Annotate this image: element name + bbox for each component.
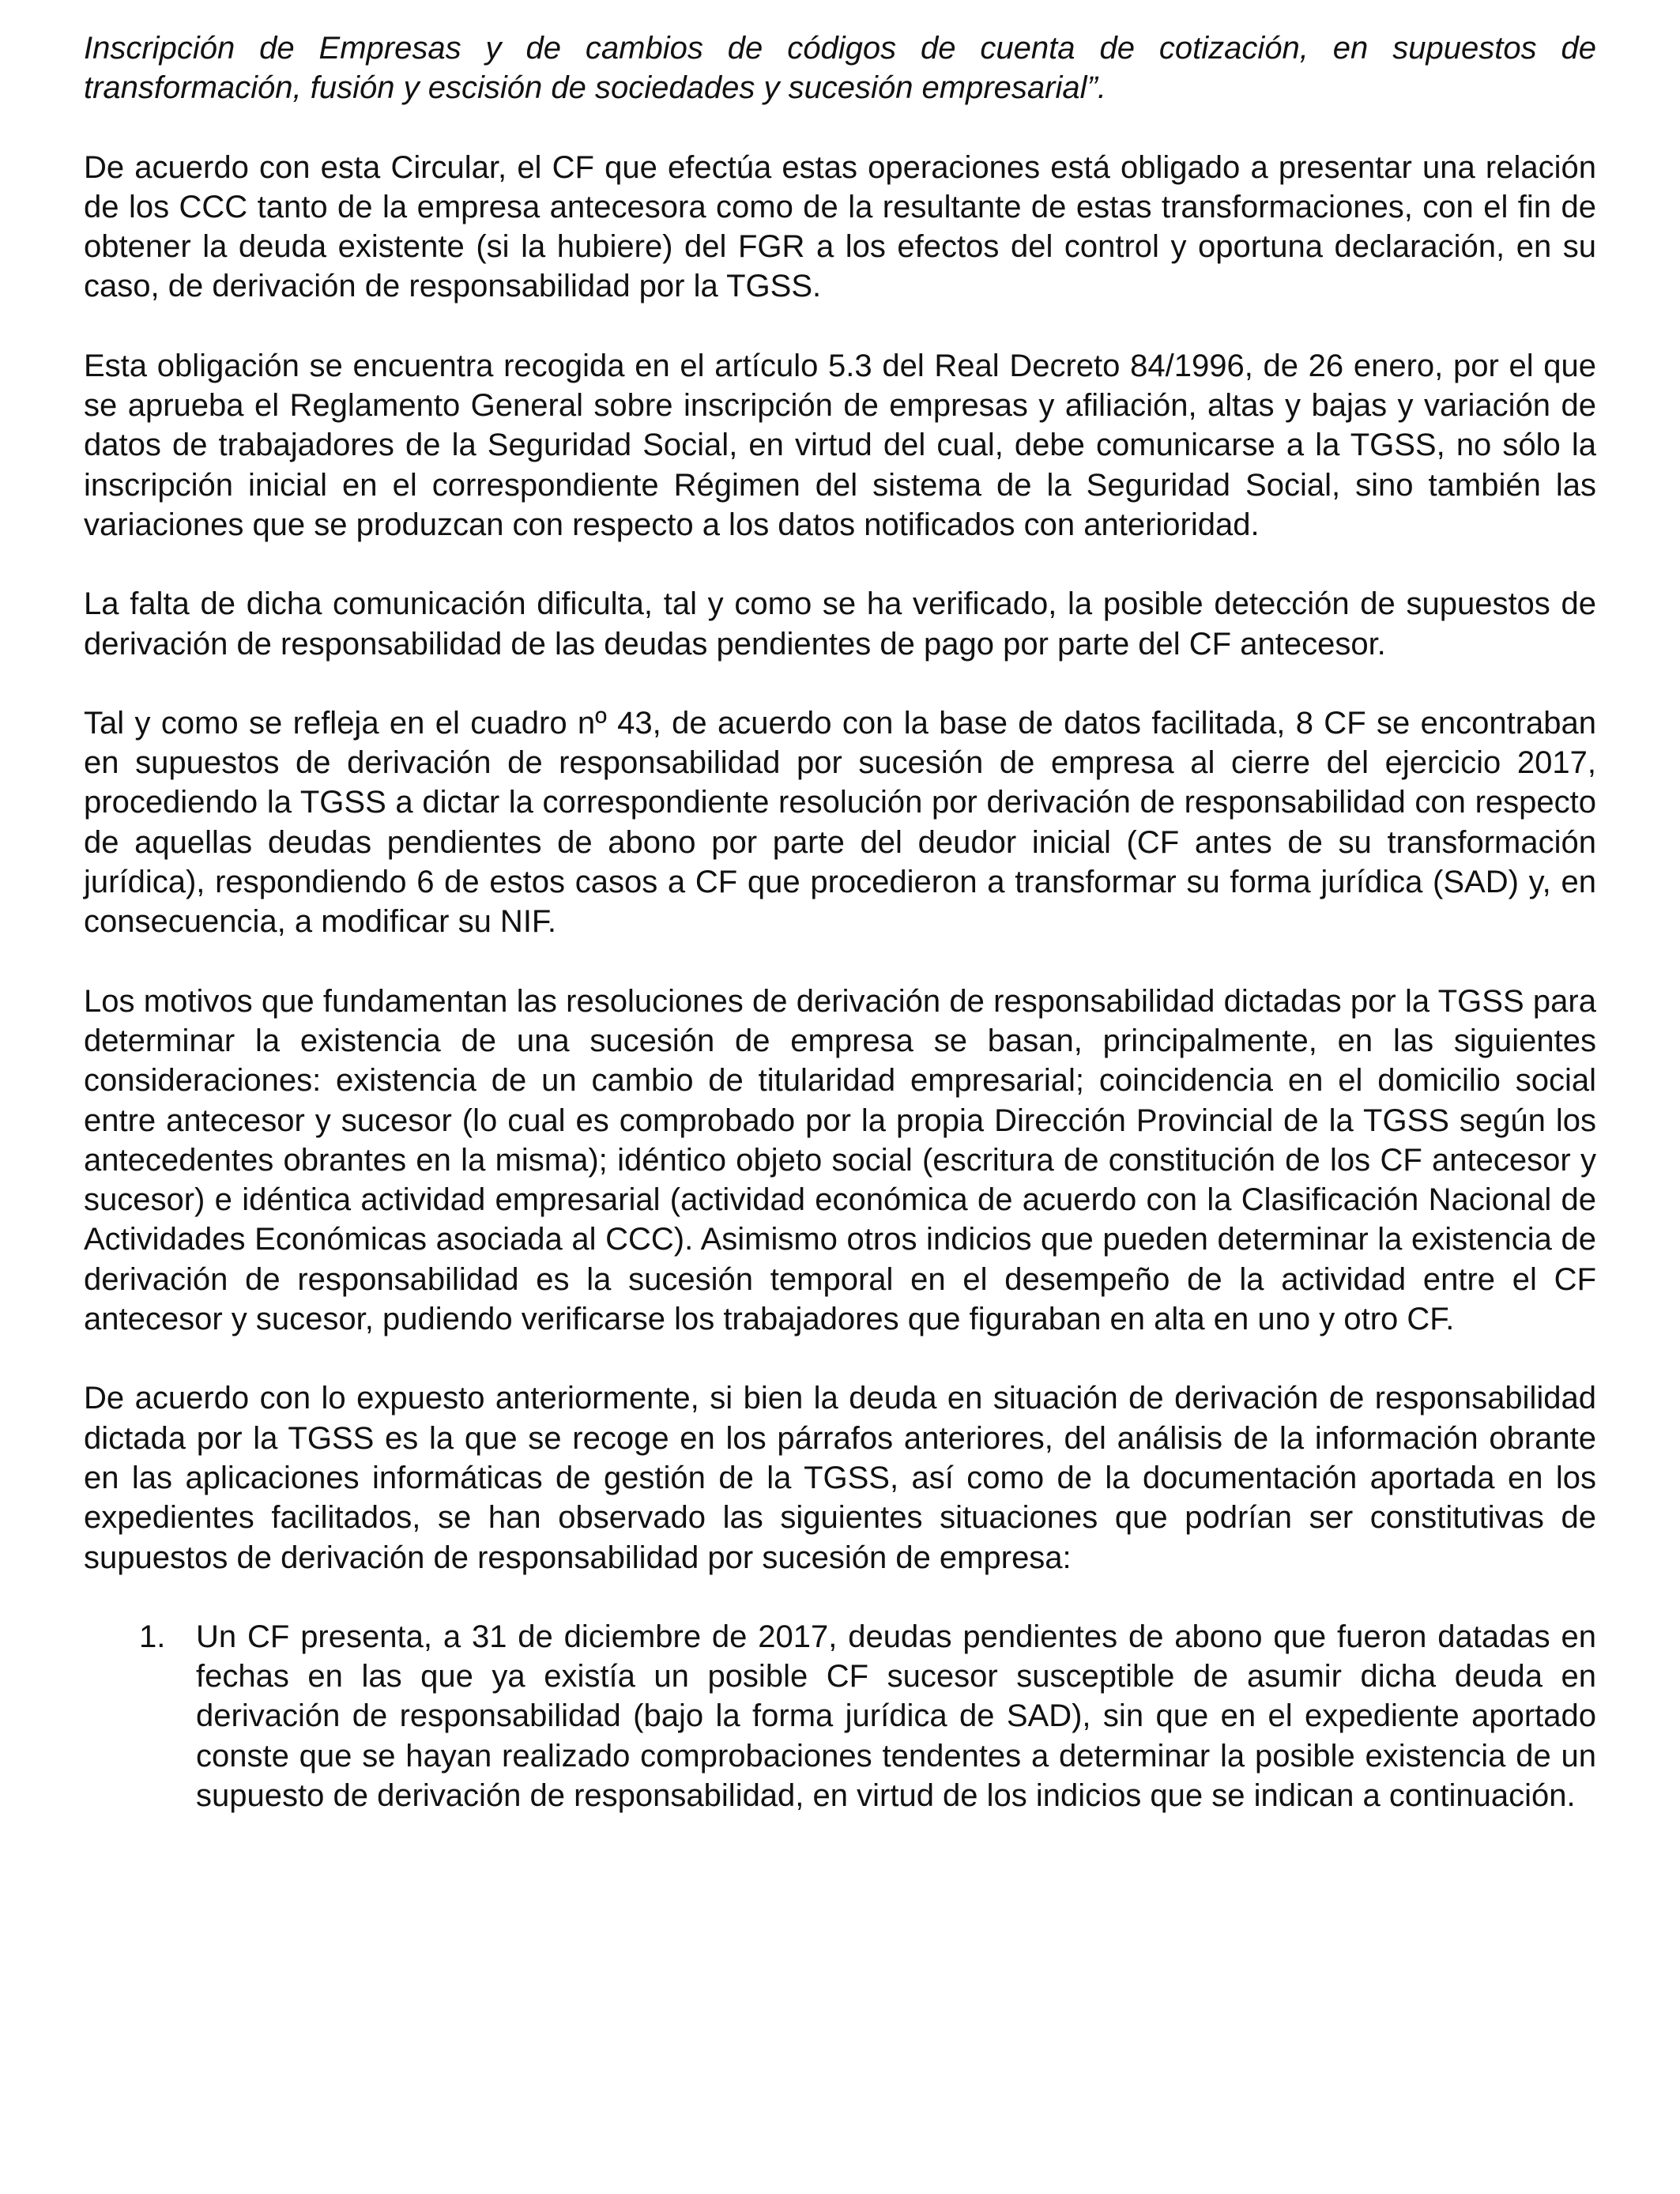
paragraph-circular-title: Inscripción de Empresas y de cambios de códigos de cuenta de cotización, en supuestos de transformación, fusión y escisión de sociedades y sucesión empresarial”. (84, 31, 1596, 106)
paragraph-circular-obligation: De acuerdo con esta Circular, el CF que efectúa estas operaciones está obligado a presentar una relación de los CCC tanto de la empresa antecesora como de la resultante de estas transformaciones, con el fin de obtener la deuda existente (si la hubiere) del FGR a los efectos del control y oportuna declaración, en su caso, de derivación de responsabilidad por la TGSS. (84, 149, 1596, 304)
numbered-list (84, 1617, 1596, 1815)
list-item (84, 1617, 1596, 1815)
paragraph-falta-comunicacion: La falta de dicha comunicación dificulta, tal y como se ha verificado, la posible detección de supuestos de derivación de responsabilidad de las deudas pendientes de pago por parte del CF antecesor. (84, 586, 1596, 662)
paragraph-situaciones: De acuerdo con lo expuesto anteriormente, si bien la deuda en situación de derivación de responsabilidad dictada por la TGSS es la que se recoge en los párrafos anteriores, del análisis de la información obrante en las aplicaciones informáticas de gestión de la TGSS, así como de la documentación aportada en los expedientes facilitados, se han observado las siguientes situaciones que podrían ser constitutivas de supuestos de derivación de responsabilidad por sucesión de empresa: (84, 1381, 1596, 1575)
list-item-text: Un CF presenta, a 31 de diciembre de 2017, deudas pendientes de abono que fueron datadas en fechas en las que ya existía un posible CF sucesor susceptible de asumir dicha deuda en derivación de responsabilidad (bajo la forma jurídica de SAD), sin que en el expediente aportado conste que se hayan realizado comprobaciones tendentes a determinar la posible existencia de un supuesto de derivación de responsabilidad, en virtud de los indicios que se indican a continuación. (196, 1619, 1596, 1813)
paragraph-cuadro-43: Tal y como se refleja en el cuadro nº 43, de acuerdo con la base de datos facilitada, 8 CF se encontraban en supuestos de derivación de responsabilidad por sucesión de empresa al cierre del ejercicio 2017, procediendo la TGSS a dictar la correspondiente resolución por derivación de responsabilidad con respecto de aquellas deudas pendientes de abono por parte del deudor inicial (CF antes de su transformación jurídica), respondiendo 6 de estos casos a CF que procedieron a transformar su forma jurídica (SAD) y, en consecuencia, a modificar su NIF. (84, 705, 1596, 940)
document-page (84, 28, 1596, 1815)
list-item-number: 1. (139, 1619, 166, 1654)
paragraph-real-decreto: Esta obligación se encuentra recogida en el artículo 5.3 del Real Decreto 84/1996, de 26 enero, por el que se aprueba el Reglamento General sobre inscripción de empresas y afiliación, altas y bajas y variación de datos de trabajadores de la Seguridad Social, en virtud del cual, debe comunicarse a la TGSS, no sólo la inscripción inicial en el correspondiente Régimen del sistema de la Seguridad Social, sino también las variaciones que se produzcan con respecto a los datos notificados con anterioridad. (84, 348, 1596, 542)
paragraph-motivos: Los motivos que fundamentan las resoluciones de derivación de responsabilidad dictadas por la TGSS para determinar la existencia de una sucesión de empresa se basan, principalmente, en las siguientes consideraciones: existencia de un cambio de titularidad empresarial; coincidencia en el domicilio social entre antecesor y sucesor (lo cual es comprobado por la propia Dirección Provincial de la TGSS según los antecedentes obrantes en la misma); idéntico objeto social (escritura de constitución de los CF antecesor y sucesor) e idéntica actividad empresarial (actividad económica de acuerdo con la Clasificación Nacional de Actividades Económicas asociada al CCC). Asimismo otros indicios que pueden determinar la existencia de derivación de responsabilidad es la sucesión temporal en el desempeño de la actividad entre el CF antecesor y sucesor, pudiendo verificarse los trabajadores que figuraban en alta en uno y otro CF. (84, 983, 1596, 1337)
